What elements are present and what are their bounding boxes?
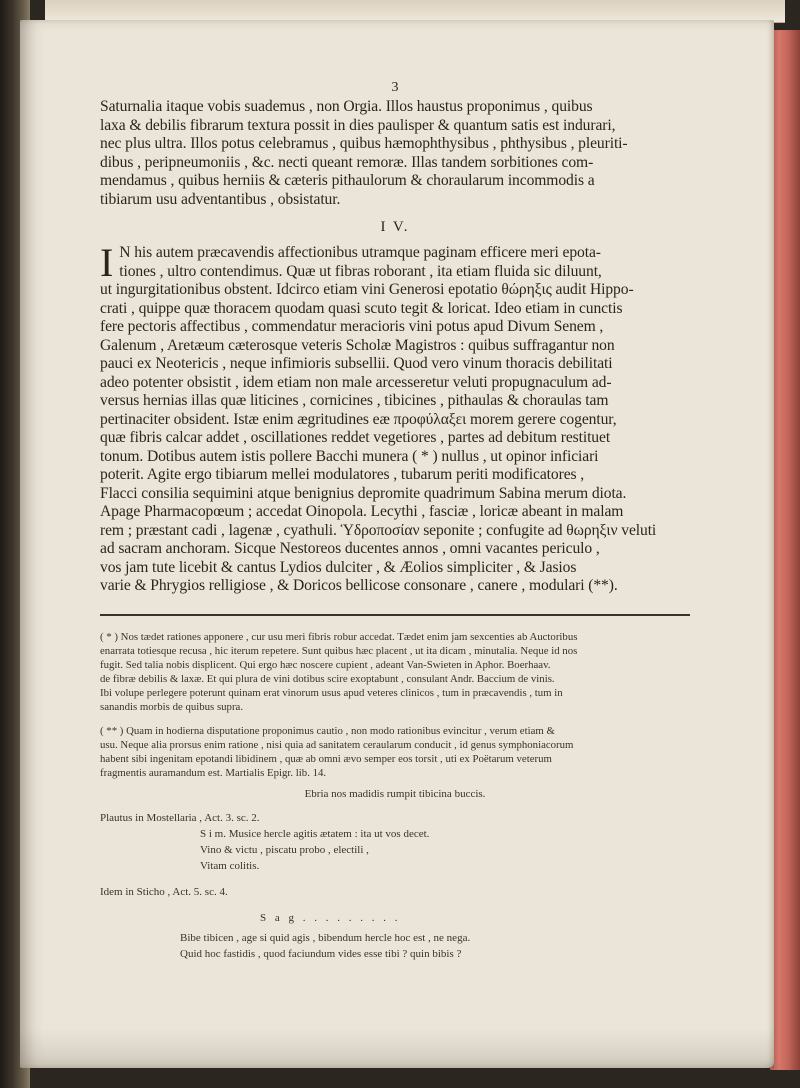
text-line: vos jam tute licebit & cantus Lydios dulciter , & Æolios simpliciter , & Jasios: [100, 558, 577, 576]
text-line: Flacci consilia sequimini atque benignius depromite quadrimum Sabina merum diota.: [100, 484, 627, 502]
sag-speaker: S a g . . . . . . . . .: [260, 911, 401, 924]
footnote-line: sanandis morbis de quibus supra.: [100, 700, 244, 713]
footnote-1: [100, 630, 690, 714]
text-line: versus hernias illas quæ liticines , cornicines , tibicines , pithaulas & choraulas tam: [100, 392, 609, 409]
drop-cap: I: [100, 240, 114, 285]
text-line: pauci ex Neotericis , neque infimioris subsellii. Quod vero vinum thoracis debilitati: [100, 355, 613, 372]
text-line: pertinaciter obsident. Istæ enim ægritudines eæ προφύλαξει morem gerere cogentur,: [100, 410, 617, 428]
text-line: N his autem præcavendis affectionibus utramque paginam efficere meri epota-: [119, 244, 601, 261]
footnote-rule: [100, 614, 690, 616]
text-line: tiones , ultro contendimus. Quæ ut fibras roborant , ita etiam fluida sic diluunt,: [119, 262, 602, 280]
footnote-line: ( ** ) Quam in hodierna disputatione proponimus cautio , non modo rationibus evincitur , verum etiam &: [100, 724, 555, 737]
text-line: dibus , peripneumoniis , &c. necti queant remoræ. Illas tandem sorbitiones com-: [100, 153, 594, 171]
text-line: tonum. Dotibus autem istis pollere Bacchi munera ( * ) nullus , ut opinor inficiari: [100, 447, 599, 465]
footnote-line: habent sibi ingenitam epotandi libidinem , quæ ab omni ævo semper eos torsit , uti ex Poëtarum veterum: [100, 752, 552, 765]
page-content: [100, 80, 690, 962]
paragraph-2-lines: [100, 240, 690, 596]
book-page: [20, 20, 774, 1068]
plautus-quote: [200, 826, 690, 874]
section-heading: I V.: [380, 219, 410, 235]
text-line: rem ; præstant cadi , lagenæ , cyathuli. Ὑδροποσίαν seponite ; confugite ad θωρηξιν veluti: [100, 521, 657, 539]
verse-line: Bibe tibicen , age si quid agis , bibendum hercle hoc est , ne nega.: [180, 931, 471, 944]
verse-line: Vino & victu , piscatu probo , electili ,: [200, 843, 369, 856]
text-line: crati , quippe quæ thoracem quodam quasi scuto tegit & loricat. Ideo etiam in cunctis: [100, 299, 623, 317]
footnote-line: Ibi volupe perlegere poterunt quinam erat vinorum usus apud veteres clinicos , tum in præcavendis , tum in: [100, 686, 563, 699]
text-line: adeo potenter obsistit , idem etiam non male arcesseretur veluti propugnaculum ad-: [100, 373, 612, 391]
stichus-reference: Idem in Sticho , Act. 5. sc. 4.: [100, 885, 228, 898]
footnote-2: [100, 724, 690, 780]
footnote-line: enarrata totiesque recusa , hic iterum repetere. Sunt quibus hæc placent , ut ita dicam , minutalia. Neque id nos: [100, 644, 578, 657]
text-line: mendamus , quibus herniis & cæteris pithaulorum & choraularum incommodis a: [100, 172, 595, 189]
martial-verse: Ebria nos madidis rumpit tibicina buccis.: [304, 787, 486, 800]
text-line: Saturnalia itaque vobis suademus , non Orgia. Illos haustus proponimus , quibus: [100, 98, 593, 115]
red-page-edge: [770, 30, 800, 1070]
verse-line: Vitam colitis.: [200, 859, 260, 872]
text-line: Apage Pharmacopœum ; accedat Oinopola. Lecythi , fasciæ , loricæ abeant in malam: [100, 503, 624, 520]
stichus-quote: [180, 930, 690, 962]
text-line: poterit. Agite ergo tibiarum mellei modulatores , tubarum periti modificatores ,: [100, 466, 585, 483]
text-line: fere pectoris affectibus , commendatur meracioris vini potus apud Divum Senem ,: [100, 318, 604, 335]
verse-line: Quid hoc fastidis , quod faciundum vides esse tibi ? quin bibis ?: [180, 947, 462, 960]
page-shadow: [20, 1028, 774, 1068]
verse-line: S i m. Musice hercle agitis ætatem : ita ut vos decet.: [200, 827, 430, 840]
text-line: nec plus ultra. Illos potus celebramus , quibus hæmophthysibus , phthysibus , pleuriti-: [100, 135, 628, 152]
footnote-line: ( * ) Nos tædet rationes apponere , cur usu meri fibris robur accedat. Tædet enim jam sexcenties ab Auctoribus: [100, 630, 578, 643]
footnote-line: fragmentis auramandum est. Martialis Epigr. lib. 14.: [100, 766, 327, 779]
text-line: varie & Phrygios relligiose , & Doricos bellicose consonare , canere , modulari (**).: [100, 577, 618, 594]
plautus-reference: Plautus in Mostellaria , Act. 3. sc. 2.: [100, 811, 260, 824]
paragraph-1: [100, 98, 690, 209]
text-line: quæ fibris calcar addet , oscillationes reddet vegetiores , partes ad debitum restituet: [100, 429, 611, 446]
text-line: ut ingurgitationibus obstent. Idcirco etiam vini Generosi epotatio θώρηξις audit Hippo-: [100, 281, 634, 298]
footnote-line: usu. Neque alia prorsus enim ratione , nisi quia ad sanitatem ceraularum conducit , id genus symphoniacorum: [100, 738, 574, 751]
text-line: ad sacram anchoram. Sicque Nestoreos ducentes annos , omni vacantes periculo ,: [100, 540, 600, 557]
footnote-line: de fibræ debilis & laxæ. Et qui plura de vini dotibus scire exoptabunt , consulant Andr. Baccium de vinis.: [100, 672, 555, 685]
footnote-line: fugit. Sed talia nobis displicent. Qui ergo hæc noscere cupient , adeant Van-Swieten in Aphor. Boerhaav.: [100, 658, 551, 671]
text-line: laxa & debilis fibrarum textura possit in dies paulisper & quantum satis est indurari,: [100, 116, 616, 134]
text-line: Galenum , Aretæum cæterosque veteris Scholæ Magistros : quibus suffragantur non: [100, 336, 615, 354]
page-number: 3: [391, 80, 399, 95]
text-line: tibiarum usu adventantibus , obsistatur.: [100, 190, 341, 208]
paragraph-2: [100, 240, 690, 596]
